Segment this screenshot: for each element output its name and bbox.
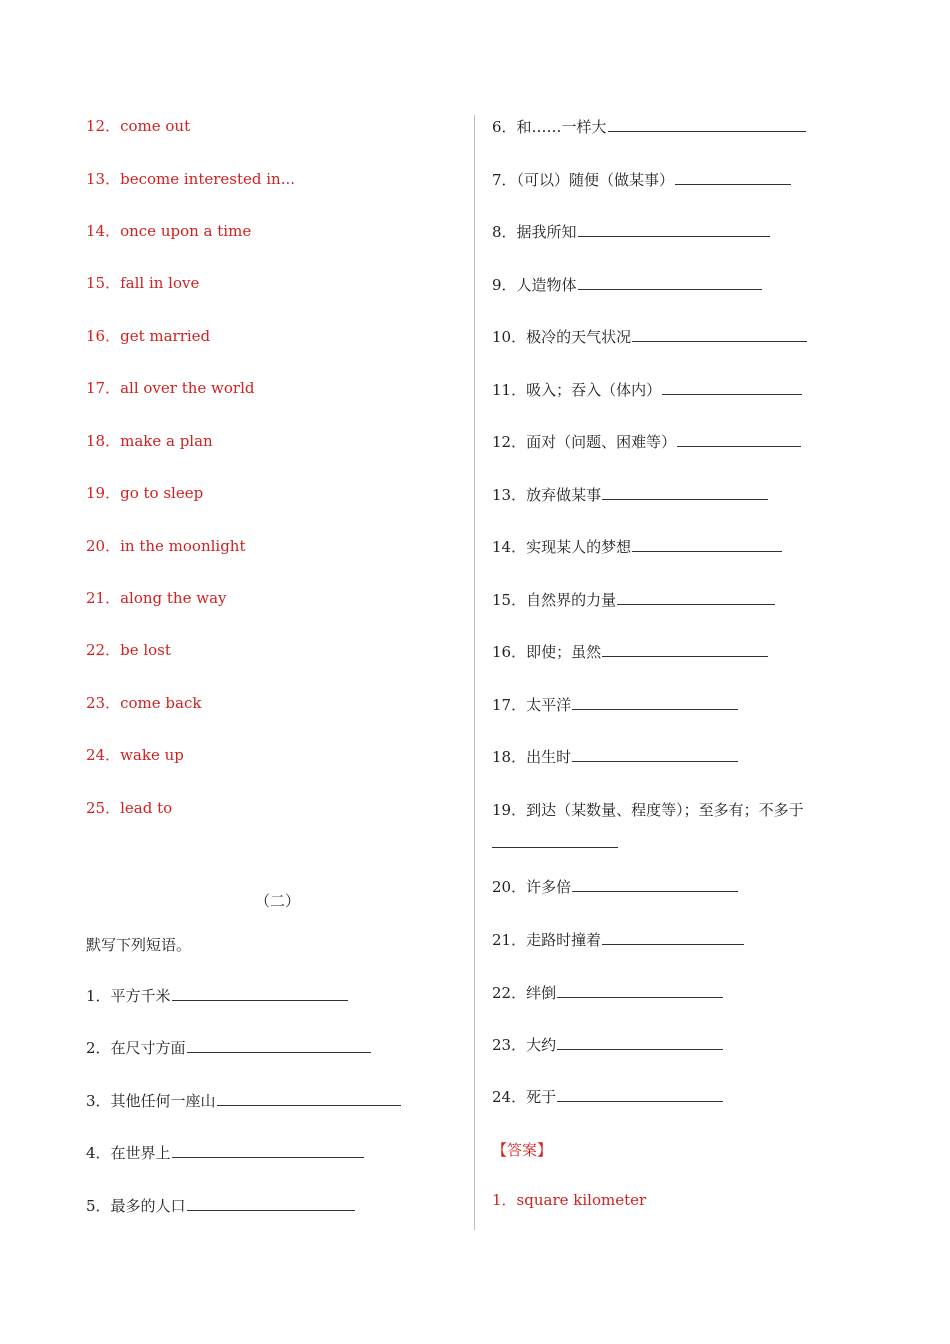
answer-item: 19．go to sleep xyxy=(86,484,204,502)
question-item: 19．到达（某数量、程度等）；至多有；不多于 xyxy=(492,801,804,819)
answer-blank[interactable] xyxy=(617,590,775,605)
answer-item: 23．come back xyxy=(86,694,202,712)
answer-blank[interactable] xyxy=(675,170,791,185)
answer-blank[interactable] xyxy=(172,1143,364,1158)
answer-blank[interactable] xyxy=(187,1196,355,1211)
answer-blank[interactable] xyxy=(602,642,768,657)
question-item: 15．自然界的力量 xyxy=(492,590,775,610)
question-item: 21．走路时撞着 xyxy=(492,930,744,950)
question-item: 22．绊倒 xyxy=(492,983,723,1003)
answer-blank[interactable] xyxy=(662,380,802,395)
answer-blank[interactable] xyxy=(572,695,738,710)
answer-item: 17．all over the world xyxy=(86,379,255,397)
answer-blank[interactable] xyxy=(632,537,782,552)
question-item: 14．实现某人的梦想 xyxy=(492,537,782,557)
answer-blank[interactable] xyxy=(572,747,738,762)
answer-item: 24．wake up xyxy=(86,746,184,764)
question-item: 1．平方千米 xyxy=(86,986,348,1006)
answer-blank[interactable] xyxy=(172,986,348,1001)
question-item: 13．放弃做某事 xyxy=(492,485,768,505)
instruction-text: 默写下列短语。 xyxy=(86,936,192,954)
answer-blank[interactable] xyxy=(677,432,801,447)
question-item: 6．和……一样大 xyxy=(492,117,806,137)
answer-blank[interactable] xyxy=(187,1038,371,1053)
answer-item: 13．become interested in... xyxy=(86,170,296,188)
question-item: 4．在世界上 xyxy=(86,1143,364,1163)
answer-blank[interactable] xyxy=(632,327,807,342)
question-item: 2．在尺寸方面 xyxy=(86,1038,371,1058)
answer-item: 22．be lost xyxy=(86,641,171,659)
answer-blank[interactable] xyxy=(608,117,806,132)
answer-item: 15．fall in love xyxy=(86,274,200,292)
answer-item: 14．once upon a time xyxy=(86,222,252,240)
question-item: 17．太平洋 xyxy=(492,695,738,715)
answer-blank[interactable] xyxy=(578,275,762,290)
answer-item: 21．along the way xyxy=(86,589,227,607)
question-item: 24．死于 xyxy=(492,1087,723,1107)
answer-blank[interactable] xyxy=(492,846,618,848)
question-item: 8．据我所知 xyxy=(492,222,770,242)
answer-blank[interactable] xyxy=(572,877,738,892)
answer-item: 25．lead to xyxy=(86,799,173,817)
section-title: （二） xyxy=(255,892,301,910)
column-divider xyxy=(474,115,475,1230)
answer-item: 18．make a plan xyxy=(86,432,213,450)
question-item: 7．（可以）随便（做某事） xyxy=(492,170,791,190)
answer-item: 12．come out xyxy=(86,117,191,135)
question-item: 11．吸入；吞入（体内） xyxy=(492,380,802,400)
question-item: 20．许多倍 xyxy=(492,877,738,897)
answer-blank[interactable] xyxy=(217,1091,401,1106)
question-item: 12．面对（问题、困难等） xyxy=(492,432,801,452)
answer-header: 【答案】 xyxy=(492,1141,553,1159)
answer-item: 16．get married xyxy=(86,327,211,345)
question-item: 16．即使；虽然 xyxy=(492,642,768,662)
question-item: 9．人造物体 xyxy=(492,275,762,295)
answer-blank[interactable] xyxy=(557,1035,723,1050)
question-item: 3．其他任何一座山 xyxy=(86,1091,401,1111)
answer-blank[interactable] xyxy=(602,485,768,500)
question-item: 23．大约 xyxy=(492,1035,723,1055)
question-item: 18．出生时 xyxy=(492,747,738,767)
answer-item: 1．square kilometer xyxy=(492,1191,647,1209)
answer-blank[interactable] xyxy=(602,930,744,945)
answer-item: 20．in the moonlight xyxy=(86,537,246,555)
answer-blank[interactable] xyxy=(557,1087,723,1102)
answer-blank[interactable] xyxy=(578,222,770,237)
answer-blank[interactable] xyxy=(557,983,723,998)
question-item: 10．极冷的天气状况 xyxy=(492,327,807,347)
question-item: 5．最多的人口 xyxy=(86,1196,355,1216)
